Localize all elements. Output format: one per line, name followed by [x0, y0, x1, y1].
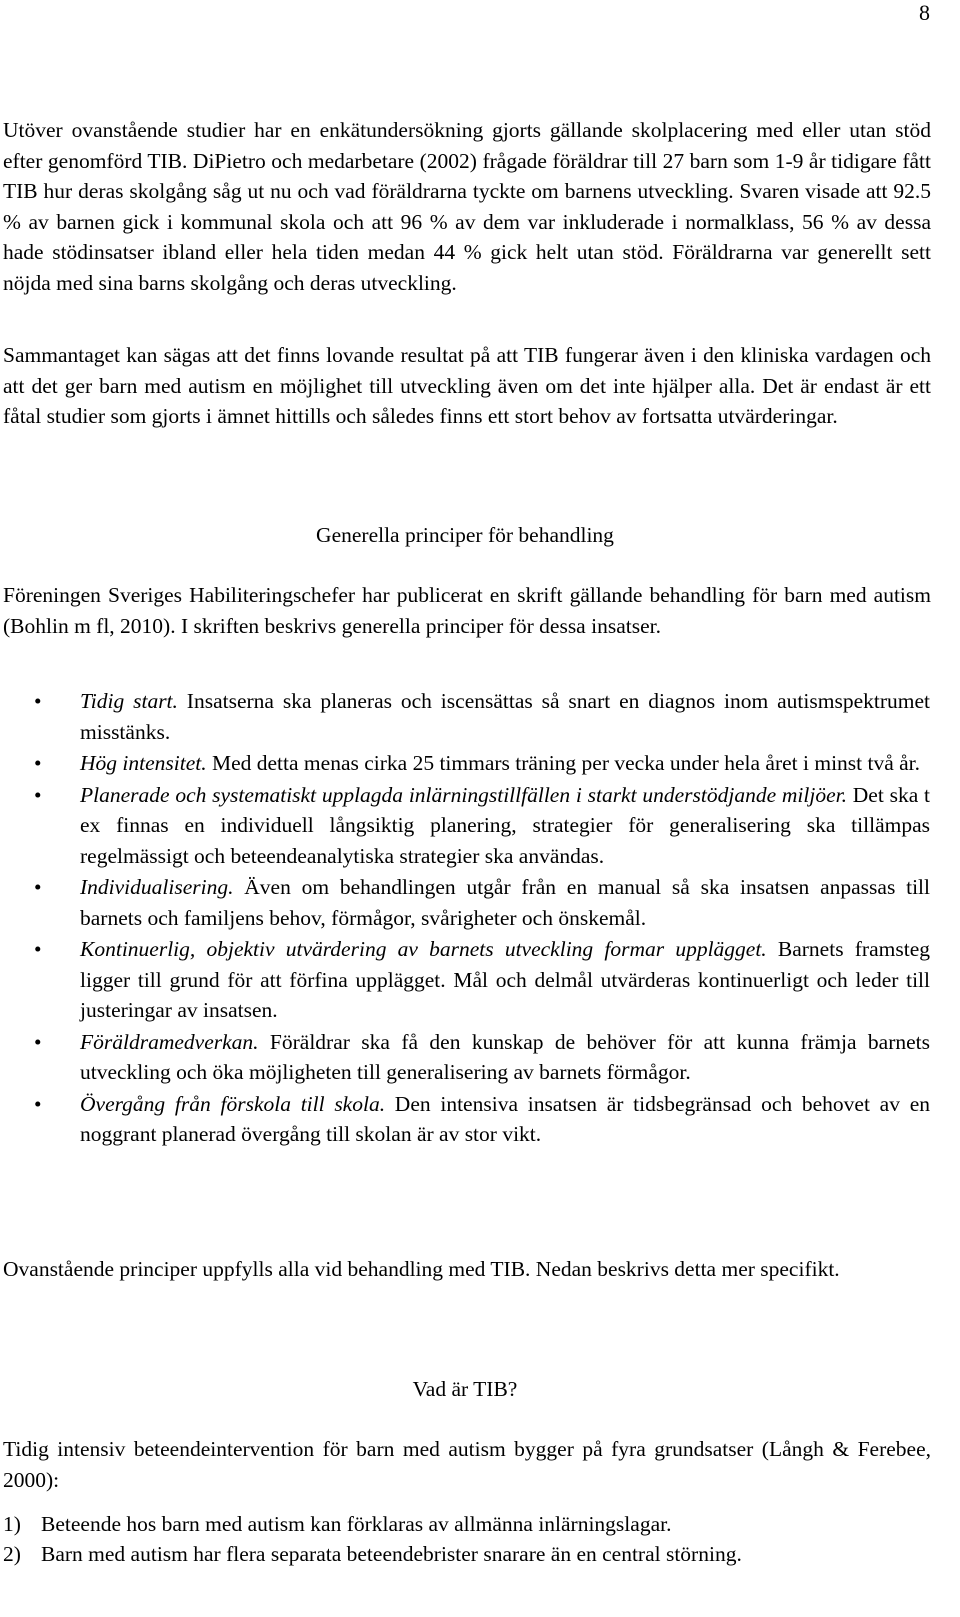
principle-title: Kontinuerlig, objektiv utvärdering av barnets utveckling formar upplägget.: [80, 937, 767, 961]
principle-text: Den intensiva insatsen är tidsbegränsad och behovet av en noggrant planerad övergång till skolan är av stor vikt.: [80, 1091, 930, 1146]
page-number-text: 8: [919, 0, 930, 25]
bullet-icon: [34, 748, 54, 779]
paragraph-school-survey: Utöver ovanstående studier har en enkätundersökning gjorts gällande skolplacering med eller utan stöd efter genomförd TIB. DiPietro och medarbetare (2002) frågade föräldrar till 27 barn som 1-9 år tidigare fått TIB hur deras skolgång såg ut nu och vad föräldrarna tyckte om barnens utveckling. Svaren visade att 92.5 % av barnen gick i kommunal skola och att 96 % av dem var inkluderade i normalklass, 56 % av dessa hade stödinsatser ibland eller hela tiden medan 44 % gick helt utan stöd. Föräldrarna var generellt sett nöjda med sina barns skolgång och deras utveckling.: [3, 118, 931, 295]
list-number: 2): [3, 1542, 21, 1566]
paragraph-tib-principles: Tidig intensiv beteendeintervention för barn med autism bygger på fyra grundsatser (Långh & Ferebee, 2000):: [3, 1437, 931, 1492]
paragraph-summary: Sammantaget kan sägas att det finns lovande resultat på att TIB fungerar även i den kliniska vardagen och att det ger barn med autism en möjlighet till utveckling även om det inte hjälper alla. Det är endast är ett fåtal studier som gjorts i ämnet hittills och således finns ett stort behov av fortsatta utvärderingar.: [3, 343, 931, 428]
list-item: [3, 1509, 931, 1539]
tib-principles-list: [3, 1509, 931, 1569]
list-item: [0, 1027, 930, 1088]
list-item: [0, 1089, 930, 1150]
bullet-icon: [34, 1089, 54, 1120]
list-item: [0, 934, 930, 1026]
list-number: 1): [3, 1512, 21, 1536]
paragraph-principles-fulfilled: Ovanstående principer uppfylls alla vid behandling med TIB. Nedan beskrivs detta mer specifikt.: [3, 1257, 840, 1281]
principle-text: Insatserna ska planeras och iscensättas så snart en diagnos inom autismspektrumet misstänks.: [80, 689, 930, 744]
principle-title: Tidig start.: [80, 689, 178, 713]
bullet-icon: [34, 780, 54, 811]
principle-title: Individualisering.: [80, 875, 234, 899]
principle-title: Övergång från förskola till skola.: [80, 1091, 386, 1116]
principle-text: Även om behandlingen utgår från en manual så ska insatsen anpassas till barnets och familjens behov, förmågor, svårigheter och önskemål.: [80, 875, 930, 930]
list-item: [0, 780, 930, 872]
bullet-icon: [34, 934, 54, 965]
list-item: [0, 872, 930, 933]
list-item: [3, 1539, 931, 1569]
list-item: [0, 686, 930, 747]
list-text: Barn med autism har flera separata beteendebrister snarare än en central störning.: [41, 1542, 742, 1566]
principle-title: Planerade och systematiskt upplagda inlärningstillfällen i starkt understödjande miljöer.: [80, 782, 847, 807]
list-text: Beteende hos barn med autism kan förklaras av allmänna inlärningslagar.: [41, 1512, 672, 1536]
heading-what-is-tib: Vad är TIB?: [412, 1377, 518, 1401]
page-number: [0, 0, 930, 26]
list-item: [0, 748, 930, 779]
principles-list: [0, 686, 930, 1150]
principle-title: Föräldramedverkan.: [80, 1029, 259, 1054]
bullet-icon: [34, 1027, 54, 1058]
heading-general-principles: Generella principer för behandling: [316, 523, 614, 547]
principle-title: Hög intensitet.: [80, 751, 207, 775]
principle-text: Barnets framsteg ligger till grund för att förfina upplägget. Mål och delmål utvärderas kontinuerligt och leder till justeringar av insatsen.: [80, 937, 930, 1022]
paragraph-habilitation-intro: Föreningen Sveriges Habiliteringschefer har publicerat en skrift gällande behandling för barn med autism (Bohlin m fl, 2010). I skriften beskrivs generella principer för dessa insatser.: [3, 583, 931, 638]
principle-text: Med detta menas cirka 25 timmars träning per vecka under hela året i minst två år.: [206, 751, 921, 775]
bullet-icon: [34, 872, 54, 903]
bullet-icon: [34, 686, 54, 717]
principle-text: Det ska t ex finnas en individuell långsiktig planering, strategier för generalisering ska tillämpas regelmässigt och beteendeanalytiska strategier ska användas.: [80, 782, 930, 868]
principle-text: Föräldrar ska få den kunskap de behöver för att kunna främja barnets utveckling och öka möjligheten till generalisering av barnets förmågor.: [80, 1029, 930, 1084]
